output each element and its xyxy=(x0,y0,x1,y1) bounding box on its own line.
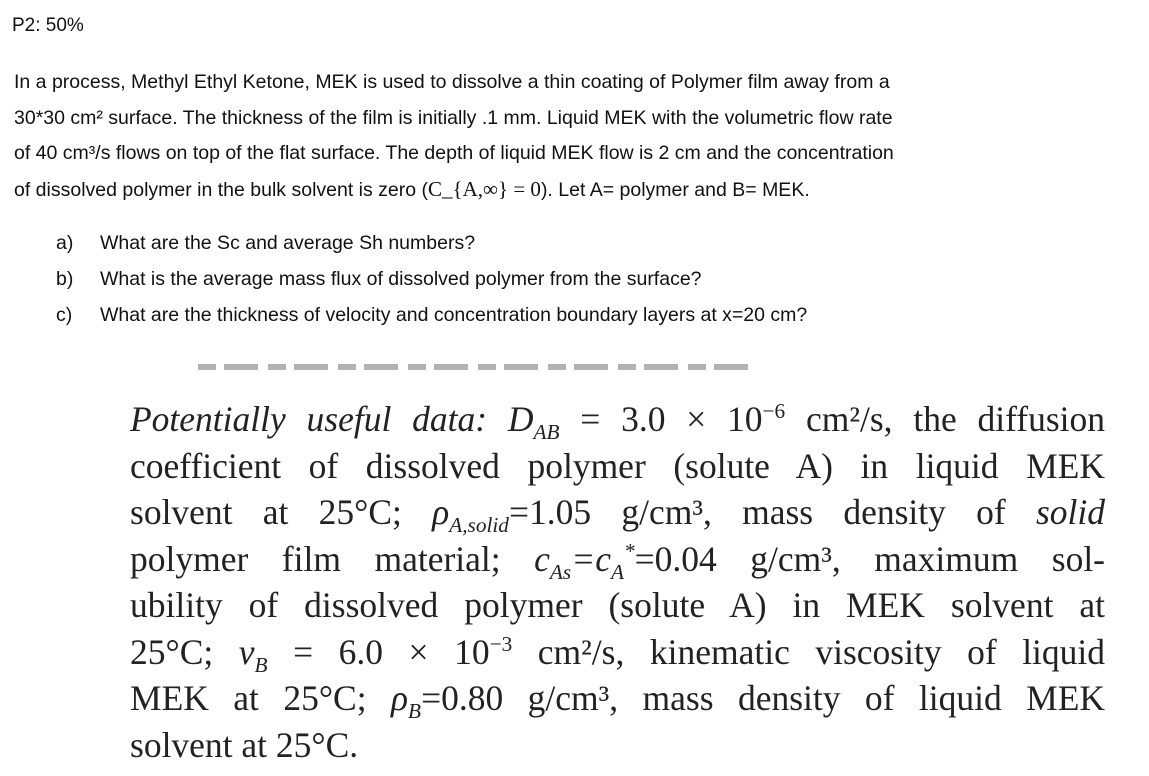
liquid-density-symbol: $\rho_B$ xyxy=(391,678,422,724)
data-line xyxy=(130,536,1105,583)
problem-statement xyxy=(14,65,1139,208)
data-heading: Potentially useful data: xyxy=(130,399,488,439)
data-line xyxy=(130,629,1105,676)
data-text: MEK at 25°C; xyxy=(130,678,367,718)
problem-line xyxy=(14,172,1139,209)
question-text: What is the average mass flux of dissolved polymer from the surface? xyxy=(100,268,702,290)
solubility-symbol: $c_{As}=c_A^*$ xyxy=(534,538,635,584)
question-marker: a) xyxy=(56,232,74,254)
data-line: ubility of dissolved polymer (solute A) in MEK solvent at xyxy=(130,585,1105,625)
question-list xyxy=(56,228,807,336)
solid-emphasis: solid xyxy=(1035,492,1106,532)
question-text: What are the thickness of velocity and concentration boundary layers at x=20 cm? xyxy=(100,304,808,326)
question-item xyxy=(56,264,807,300)
question-marker: b) xyxy=(56,268,74,290)
problem-line: 30*30 cm² surface. The thickness of the film is initially .1 mm. Liquid MEK with the volumetric flow rate xyxy=(14,106,893,129)
solid-density-value: =1.05 g/cm³, mass density of xyxy=(508,492,1006,532)
data-text: polymer film material; xyxy=(130,538,501,579)
liquid-density-value: =0.80 g/cm³, mass density of liquid MEK xyxy=(421,678,1106,718)
viscosity-exponent: −3 xyxy=(489,631,513,656)
data-line: solvent at 25°C. xyxy=(130,724,359,765)
viscosity-symbol: $\nu_B$ xyxy=(238,631,268,677)
viscosity-value: = 6.0 × 10 xyxy=(293,631,490,672)
question-item xyxy=(56,300,807,336)
question-item xyxy=(56,228,807,264)
diffusivity-description: cm²/s, the diffusion xyxy=(805,399,1106,439)
problem-header: P2: 50% xyxy=(12,15,84,36)
useful-data-block xyxy=(130,396,1105,768)
problem-line-text: of dissolved polymer in the bulk solvent is zero ( xyxy=(14,178,429,201)
data-line xyxy=(130,396,1105,443)
cropped-text-fragment xyxy=(198,364,758,370)
diffusivity-exponent: −6 xyxy=(762,399,786,424)
data-text: solvent at 25°C; xyxy=(130,492,402,532)
problem-line-text: ). Let A= polymer and B= MEK. xyxy=(540,178,810,201)
data-line xyxy=(130,675,1105,722)
bulk-concentration-formula: C_{A,∞} = 0 xyxy=(428,176,541,201)
problem-line: of 40 cm³/s flows on top of the flat surface. The depth of liquid MEK flow is 2 cm and the concentration xyxy=(14,142,894,164)
solubility-value: =0.04 g/cm³, maximum sol- xyxy=(634,538,1106,579)
question-marker: c) xyxy=(56,304,73,326)
problem-line: In a process, Methyl Ethyl Ketone, MEK is used to dissolve a thin coating of Polymer film away from a xyxy=(14,71,890,93)
data-line xyxy=(130,489,1105,536)
solid-density-symbol: $\rho_{A,solid}$ xyxy=(432,492,509,538)
viscosity-description: cm²/s, kinematic viscosity of liquid xyxy=(537,631,1106,672)
data-text: 25°C; xyxy=(130,631,214,672)
question-text: What are the Sc and average Sh numbers? xyxy=(100,232,476,254)
data-line: coefficient of dissolved polymer (solute A) in liquid MEK xyxy=(130,445,1105,486)
diffusivity-symbol: $D_{AB}$ xyxy=(507,399,560,445)
diffusivity-value: = 3.0 × 10 xyxy=(580,399,763,439)
